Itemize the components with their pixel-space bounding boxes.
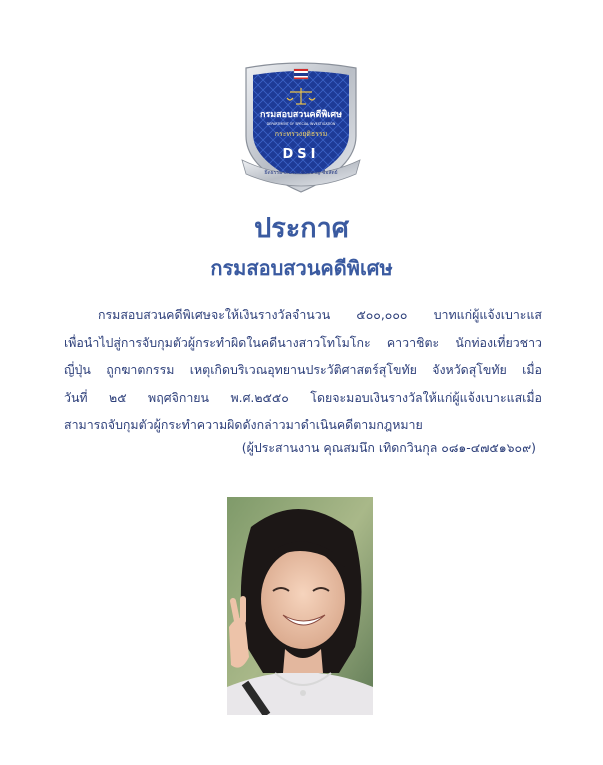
logo-abbreviation: DSI — [282, 147, 320, 162]
dsi-shield-emblem — [238, 60, 364, 196]
contact-line: (ผู้ประสานงาน คุณสมนึก เทิดกวินกุล ๐๘๑-๔๗๕๑๖๐๙) — [241, 440, 536, 455]
body-line: สามารถจับกุมตัวผู้กระทำความผิดดังกล่าวมาดำเนินคดีตามกฎหมาย — [64, 417, 423, 432]
body-line: เพื่อนำไปสู่การจับกุมตัวผู้กระทำผิดในคดีนางสาวโทโมโกะ คาวาชิตะ นักท่องเที่ยวชาว — [64, 334, 542, 350]
body-line: วันที่ ๒๕ พฤศจิกายน พ.ศ.๒๕๕๐ โดยจะมอบเงินรางวัลให้แก่ผู้แจ้งเบาะแสเมื่อ — [64, 389, 542, 405]
logo-motto: ยึดธรรมาภิบาล เชี่ยวชาญ ซื่อสัตย์ — [264, 170, 338, 176]
logo-thai-name: กรมสอบสวนคดีพิเศษ — [259, 110, 343, 120]
dsi-logo — [238, 60, 364, 196]
announcement-title: ประกาศ — [254, 213, 349, 244]
body-line: ญี่ปุ่น ถูกฆาตกรรม เหตุเกิดบริเวณอุทยานประวัติศาสตร์สุโขทัย จังหวัดสุโขทัย เมื่อ — [64, 362, 542, 377]
logo-english-name: DEPARTMENT OF SPECIAL INVESTIGATION — [266, 122, 336, 126]
announcement-body — [64, 301, 542, 439]
department-name: กรมสอบสวนคดีพิเศษ — [210, 256, 393, 280]
victim-photo — [227, 497, 373, 715]
logo-ministry: กระทรวงยุติธรรม — [274, 130, 328, 138]
body-line: กรมสอบสวนคดีพิเศษจะให้เงินรางวัลจำนวน ๕๐๐,๐๐๐ บาทแก่ผู้แจ้งเบาะแส — [98, 307, 542, 322]
